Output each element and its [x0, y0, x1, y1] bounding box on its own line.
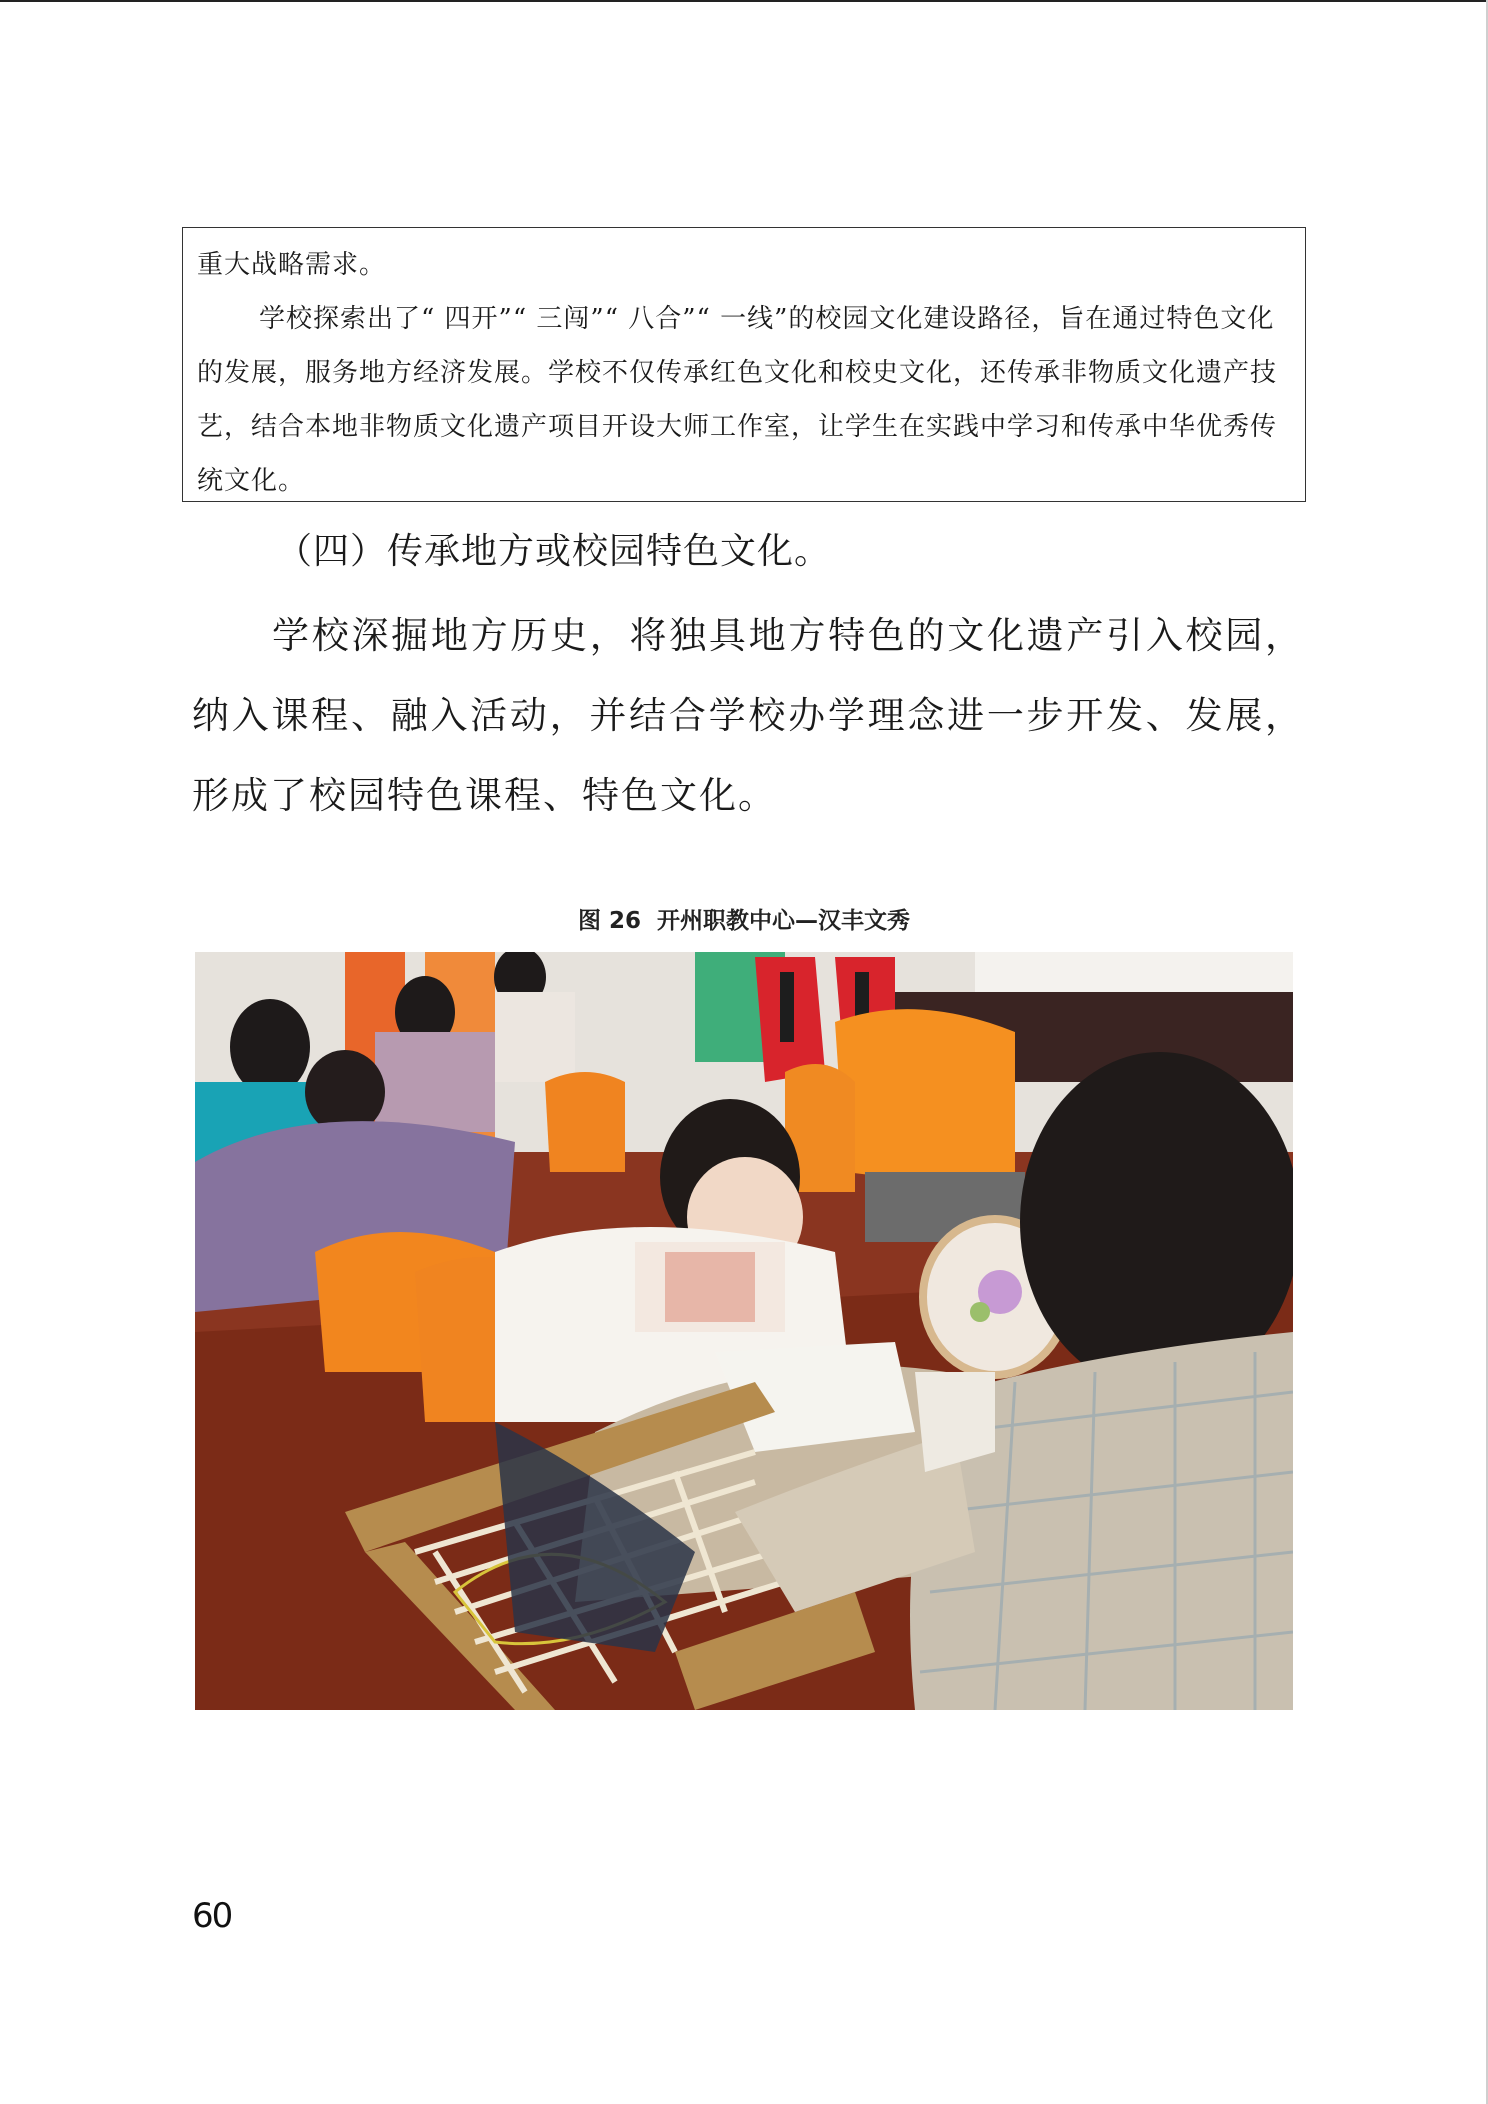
- section-heading: （四）传承地方或校园特色文化。: [276, 531, 832, 572]
- page-number: 60: [192, 1896, 232, 1936]
- figure-caption: [0, 902, 1488, 935]
- figure-photo: [195, 952, 1293, 1710]
- callout-box: [182, 227, 1306, 502]
- callout-line-1: 重大战略需求。: [197, 250, 387, 280]
- section-body: 学校深掘地方历史，将独具地方特色的文化遗产引入校园，纳入课程、融入活动，并结合学校办学理念进一步开发、发展，形成了校园特色课程、特色文化。: [192, 614, 1304, 817]
- figure-title: 开州职教中心—汉丰文秀: [657, 908, 911, 934]
- embroidery-class-photo: [195, 952, 1293, 1710]
- top-border-line: [0, 0, 1488, 2]
- figure-label: 图 26: [577, 908, 641, 934]
- callout-paragraph: 学校探索出了“ 四开”“ 三闯”“ 八合”“ 一线”的校园文化建设路径，旨在通过特色文化的发展，服务地方经济发展。学校不仅传承红色文化和校史文化，还传承非物质文化遗产技艺，结合本地非物质文化遗产项目开设大师工作室，让学生在实践中学习和传承中华优秀传统文化。: [197, 304, 1278, 496]
